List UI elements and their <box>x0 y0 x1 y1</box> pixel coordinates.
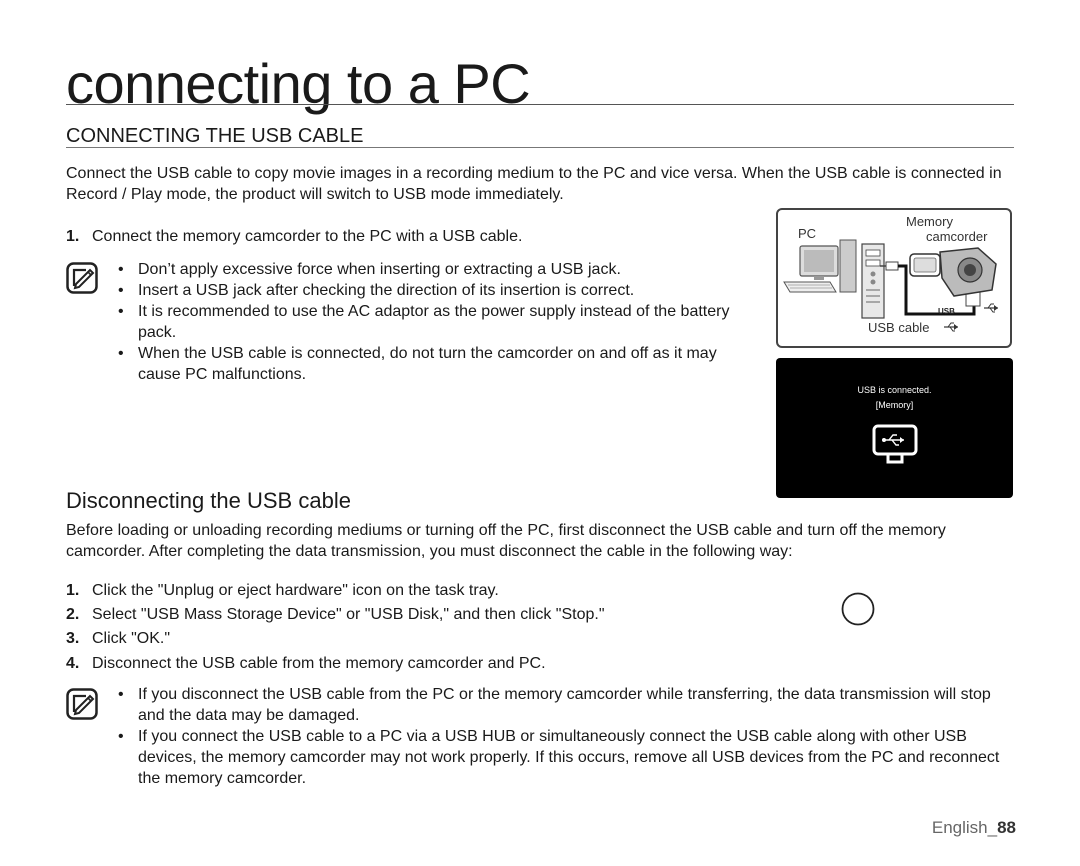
disconnect-step <box>66 653 546 674</box>
disconnect-notes-list <box>116 684 1014 789</box>
footer-language: English_ <box>931 818 998 837</box>
diagram-pc-label: PC <box>798 226 817 241</box>
disconnect-title: Disconnecting the USB cable <box>66 488 351 513</box>
page-footer <box>932 818 1016 838</box>
diagram-usb-cable-label: USB cable <box>868 320 930 335</box>
diagram-camcorder-label: camcorder <box>926 229 988 244</box>
list-item: • When the USB cable is connected, do not turn the camcorder on and off as it may cause PC malfunctions. <box>116 343 736 385</box>
pc-monitor-icon <box>784 240 856 292</box>
step-text: Click "OK." <box>92 630 171 647</box>
disconnect-step <box>66 580 499 601</box>
note-pencil-icon <box>66 688 98 720</box>
camcorder-icon <box>910 248 996 296</box>
step-text: Connect the memory camcorder to the PC with a USB cable. <box>92 228 523 245</box>
step-number: 1. <box>66 228 80 245</box>
step-number: 3. <box>66 630 80 647</box>
connect-notes-list <box>116 259 736 385</box>
note-pencil-icon <box>66 262 98 294</box>
diagram-usb-tag: USB <box>938 307 955 316</box>
connection-diagram <box>776 208 1012 348</box>
list-item: • If you connect the USB cable to a PC via a USB HUB or simultaneously connect the USB cable along with other USB devices, the memory camcorder may not work properly. If this occurs, remove all USB devices from the PC and reconnect the memory camcorder. <box>116 726 1014 789</box>
step-number: 2. <box>66 606 80 623</box>
screen-status-line: USB is connected. <box>857 385 932 395</box>
title-rule <box>66 104 1014 105</box>
page-title: connecting to a PC <box>66 52 531 115</box>
tray-eject-icon <box>841 592 875 626</box>
list-item: • If you disconnect the USB cable from the PC or the memory camcorder while transferring, the data transmission will stop and the data may be damaged. <box>116 684 1014 726</box>
connect-step <box>66 226 522 247</box>
usb-icon <box>984 304 998 312</box>
step-text: Disconnect the USB cable from the memory camcorder and PC. <box>92 655 546 672</box>
list-item: • Insert a USB jack after checking the direction of its insertion is correct. <box>116 280 736 301</box>
step-text: Select "USB Mass Storage Device" or "USB Disk," and then click "Stop." <box>92 606 605 623</box>
pc-back-panel-icon <box>862 244 884 318</box>
step-text: Click the "Unplug or eject hardware" icon on the task tray. <box>92 582 499 599</box>
usb-cable-icon <box>944 323 958 331</box>
step-number: 1. <box>66 582 80 599</box>
disconnect-intro: Before loading or unloading recording mediums or turning off the PC, first disconnect the USB cable and turn off the memory camcorder. After completing the data transmission, you must disconnect the cable in the following way: <box>66 522 946 560</box>
section-title: CONNECTING THE USB CABLE <box>66 125 364 147</box>
page-number: 88 <box>997 818 1016 837</box>
section-rule <box>66 147 1014 148</box>
disconnect-step <box>66 604 605 625</box>
screen-media-line: [Memory] <box>875 400 914 410</box>
lcd-screen <box>776 358 1013 498</box>
list-item: • It is recommended to use the AC adaptor as the power supply instead of the battery pack. <box>116 301 736 343</box>
diagram-memory-label: Memory <box>906 214 953 229</box>
list-item: • Don’t apply excessive force when inserting or extracting a USB jack. <box>116 259 736 280</box>
intro-paragraph: Connect the USB cable to copy movie images in a recording medium to the PC and vice versa. When the USB cable is connected in Record / Play mode, the product will switch to USB mode immediately. <box>66 165 1002 203</box>
usb-connected-icon <box>870 424 920 466</box>
disconnect-step <box>66 628 170 649</box>
step-number: 4. <box>66 655 80 672</box>
